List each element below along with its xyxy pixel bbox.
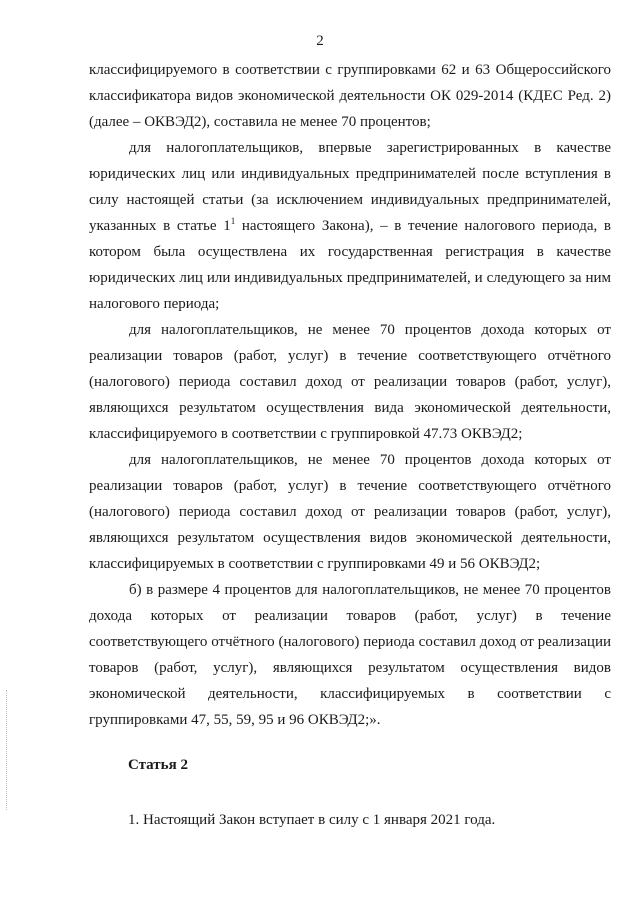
superscript-article-index: 1 [230, 216, 236, 226]
paragraph-text-after-sup: настоящего Закона), – в течение налогового периода, в котором была осуществлена их государственная регистрация в качестве юридических лиц или индивидуальных предпринимателей, и следующего за ним налогового периода; [89, 218, 611, 312]
scan-margin-marks [6, 690, 11, 810]
article-heading: Статья 2 [128, 757, 188, 773]
paragraph-okved-49-56: для налогоплательщиков, не менее 70 процентов дохода которых от реализации товаров (работ, услуг) в течение соответствующего отчётного (налогового) периода составил доход от реализации товаров (работ, услуг), являющихся результатом осуществления видов экономической деятельности, классифицируемых в соответствии с группировками 49 и 56 ОКВЭД2; [89, 452, 611, 572]
paragraph-continuation: классифицируемого в соответствии с группировками 62 и 63 Общероссийского классификатора видов экономической деятельности ОК 029-2014 (КДЕС Ред. 2) (далее – ОКВЭД2), составила не менее 70 процентов; [89, 62, 611, 130]
paragraph-text-before-sup: для налогоплательщиков, впервые зарегистрированных в качестве юридических лиц или индивидуальных предпринимателей после вступления в силу настоящей статьи (за исключением индивидуальных предпринимателей, указанных в статье 1 [89, 140, 611, 234]
article-item-1: 1. Настоящий Закон вступает в силу с 1 января 2021 года. [128, 812, 496, 828]
paragraph-okved-47-73: для налогоплательщиков, не менее 70 процентов дохода которых от реализации товаров (работ, услуг) в течение соответствующего отчётного (налогового) периода составил доход от реализации товаров (работ, услуг), являющихся результатом осуществления вида экономической деятельности, классифицируемого в соответствии с группировкой 47.73 ОКВЭД2; [89, 322, 611, 442]
page-number: 2 [316, 33, 324, 49]
paragraph-rate-4-percent: б) в размере 4 процентов для налогоплательщиков, не менее 70 процентов дохода которых от реализации товаров (работ, услуг) в течение соответствующего отчётного (налогового) периода составил доход от реализации товаров (работ, услуг), являющихся результатом осуществления видов экономической деятельности, классифицируемых в соответствии с группировками 47, 55, 59, 95 и 96 ОКВЭД2;». [89, 582, 611, 728]
paragraph-new-registrants [89, 135, 611, 317]
document-body [89, 57, 611, 733]
